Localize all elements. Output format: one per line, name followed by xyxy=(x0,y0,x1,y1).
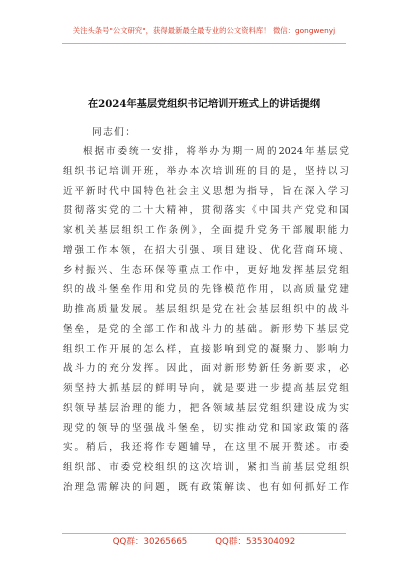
document-body xyxy=(63,142,349,498)
footer xyxy=(0,535,408,547)
body-line: 家机关基层组织工作条例》，全面提升党务干部履职能力 xyxy=(63,225,349,236)
body-line: 治理急需解决的问题，既有政策解读、也有如何抓好工作 xyxy=(63,481,349,493)
body-line: 增强工作本领，在招大引强、项目建设、优化营商环境、 xyxy=(63,244,349,256)
header-divider xyxy=(62,43,346,44)
footer-qq-group-1: QQ群：30265665 xyxy=(112,537,188,547)
body-line: 组织工作开展的怎么样，直接影响到党的凝聚力、影响力 xyxy=(63,343,349,355)
body-line: 须坚持大抓基层的鲜明导向，就是要进一步提高基层党组 xyxy=(63,383,349,394)
body-line: 织领导基层治理的能力，把各领域基层党组织建设成为实 xyxy=(63,402,349,414)
header-banner: 关注头条号"公文研究"，获得最新最全最专业的公文资料库！ 微信：gongwenyj xyxy=(72,26,336,35)
document-title: 在2024年基层党组织书记培训开班式上的讲话提纲 xyxy=(87,98,321,110)
body-line: 助推高质量发展。基层组织是党在社会基层组织中的战斗 xyxy=(63,304,349,315)
footer-divider xyxy=(62,533,346,534)
body-line: 组织书记培训开班，举办本次培训班的目的是，坚持以习 xyxy=(63,165,349,177)
body-line: 现党的领导的坚强战斗堡垒，切实推动党和国家政策的落 xyxy=(63,422,349,434)
body-line: 根据市委统一安排，将举办为期一周的2024年基层党 xyxy=(83,146,349,157)
body-line: 贯彻落实党的二十大精神，贯彻落实《中国共产党党和国 xyxy=(63,205,349,217)
body-line: 实。稍后，我还将作专题辅导，在这里不展开赘述。市委 xyxy=(63,442,349,454)
body-line: 堡垒，是党的全部工作和战斗力的基础。新形势下基层党 xyxy=(63,323,349,335)
body-line: 织的战斗堡垒作用和党员的先锋模范作用，以高质量党建 xyxy=(63,284,349,296)
body-line: 战斗力的充分发挥。因此，面对新形势新任务新要求，必 xyxy=(63,363,349,375)
body-line: 乡村振兴、生态环保等重点工作中，更好地发挥基层党组 xyxy=(63,264,349,276)
salutation: 同志们： xyxy=(92,127,137,138)
body-line: 组织部、市委党校组织的这次培训，紧扣当前基层党组织 xyxy=(63,462,349,473)
footer-qq-group-2: QQ群：535304092 xyxy=(215,537,296,547)
body-line: 近平新时代中国特色社会主义思想为指导，旨在深入学习 xyxy=(63,185,349,197)
